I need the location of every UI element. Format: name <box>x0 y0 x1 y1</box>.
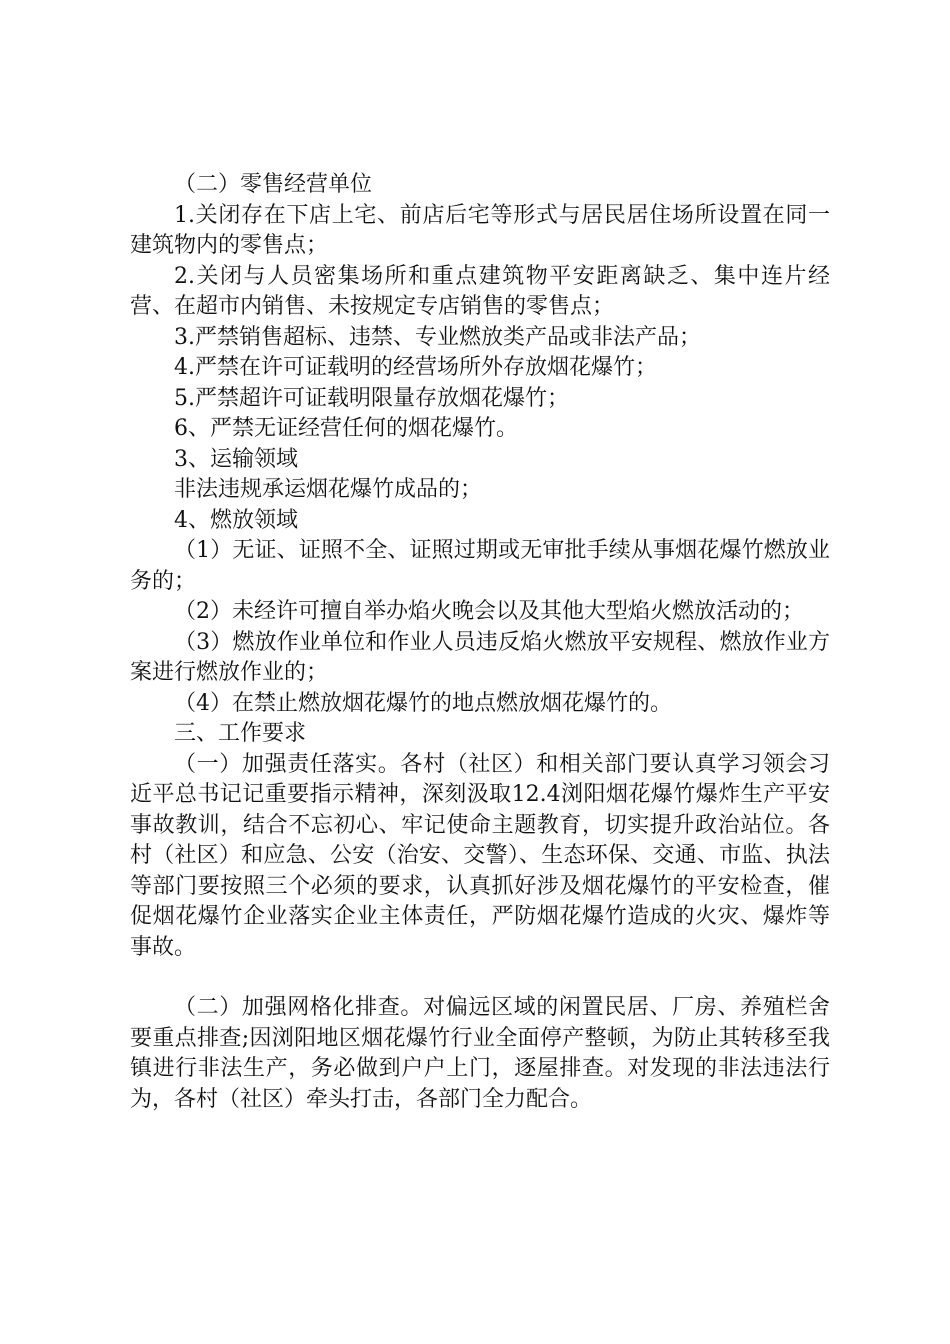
requirement-2-grid-inspection: （二）加强网格化排查。对偏远区域的闲置民居、厂房、养殖栏舍要重点排查;因浏阳地区烟花爆竹行业全面停产整顿，为防止其转移至我镇进行非法生产，务必做到户户上门，逐屋排查。对发现的非法违法行为，各村（社区）牵头打击，各部门全力配合。 <box>130 995 830 1112</box>
heading-work-requirements: 三、工作要求 <box>174 721 307 746</box>
item-1-close-residential-retail: 1.关闭存在下店上宅、前店后宅等形式与居民居住场所设置在同一建筑物内的零售点； <box>130 202 830 258</box>
item-4-ban-offsite-storage: 4.严禁在许可证载明的经营场所外存放烟花爆竹； <box>174 355 657 380</box>
heading-retail-units: （二）零售经营单位 <box>174 172 373 197</box>
item-3-ban-illegal-products: 3.严禁销售超标、违禁、专业燃放类产品或非法产品； <box>174 324 701 350</box>
item-6-ban-unlicensed-sales: 6、严禁无证经营任何的烟花爆竹。 <box>174 416 518 441</box>
discharge-item-4: （4）在禁止燃放烟花爆竹的地点燃放烟花爆竹的。 <box>174 690 672 716</box>
discharge-item-1: （1）无证、证照不全、证照过期或无审批手续从事烟花爆竹燃放业务的； <box>130 538 830 594</box>
item-2-close-unsafe-retail: 2.关闭与人员密集场所和重点建筑物平安距离缺乏、集中连片经营、在超市内销售、未按规定专店销售的零售点； <box>130 263 830 319</box>
discharge-item-2: （2）未经许可擅自举办焰火晚会以及其他大型焰火燃放活动的； <box>174 599 804 624</box>
transport-item: 非法违规承运烟花爆竹成品的； <box>174 477 483 502</box>
discharge-item-3: （3）燃放作业单位和作业人员违反焰火燃放平安规程、燃放作业方案进行燃放作业的； <box>130 629 830 685</box>
document-body <box>130 170 830 1115</box>
heading-transport: 3、运输领域 <box>174 446 298 472</box>
item-5-ban-excess-storage: 5.严禁超许可证载明限量存放烟花爆竹； <box>174 385 569 411</box>
heading-discharge: 4、燃放领域 <box>174 507 298 533</box>
requirement-1-responsibility: （一）加强责任落实。各村（社区）和相关部门要认真学习领会习近平总书记记重要指示精神，深刻汲取12.4浏阳烟花爆竹爆炸生产平安事故教训，结合不忘初心、牢记使命主题教育，切实提升政治站位。各村（社区）和应急、公安（治安、交警）、生态环保、交通、市监、执法等部门要按照三个必须的要求，认真抓好涉及烟花爆竹的平安检查，催促烟花爆竹企业落实企业主体责任，严防烟花爆竹造成的火灾、爆炸等事故。 <box>130 751 830 960</box>
